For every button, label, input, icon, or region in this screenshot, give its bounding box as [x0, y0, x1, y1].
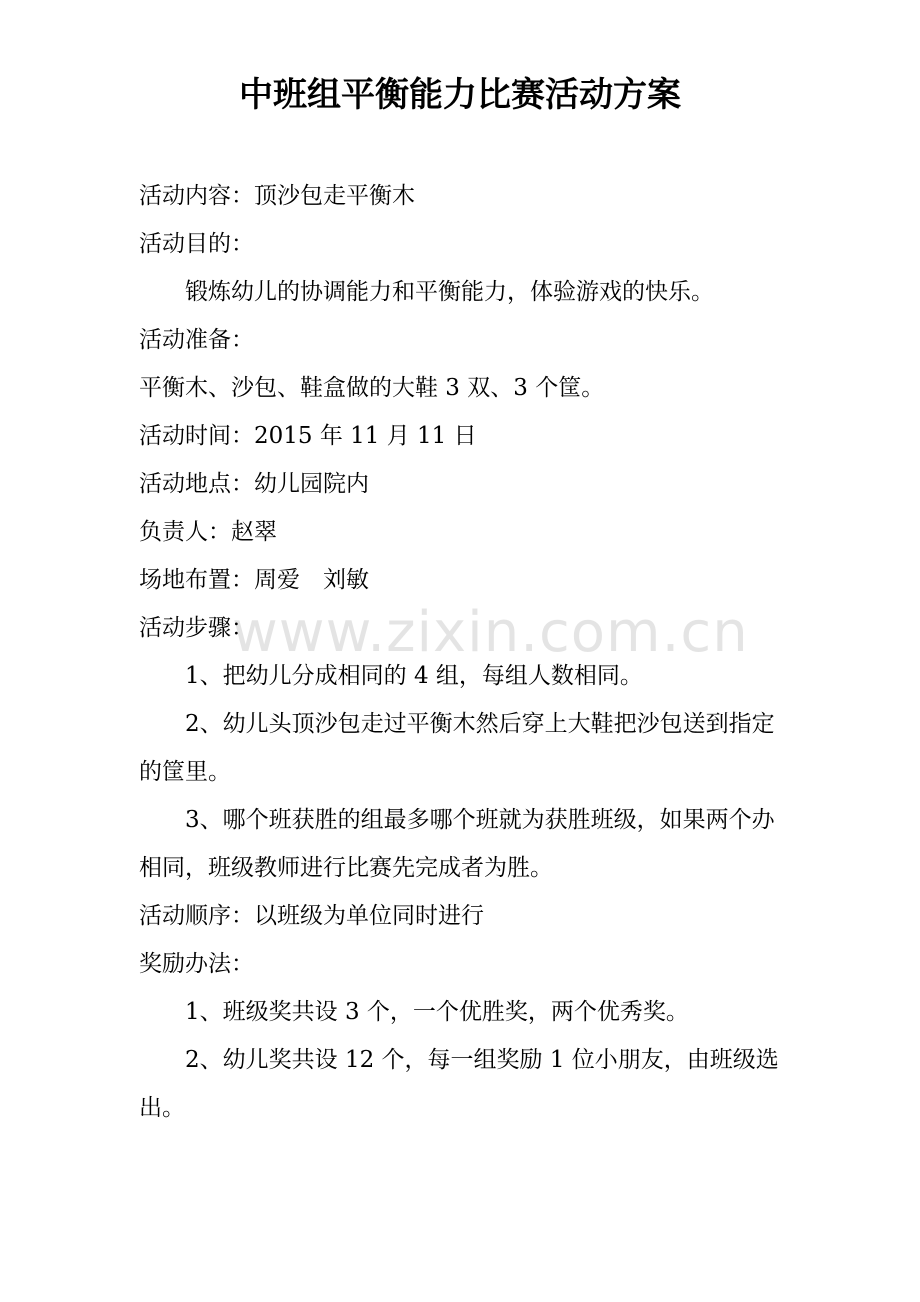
- paragraph-step-2: 2、幼儿头顶沙包走过平衡木然后穿上大鞋把沙包送到指定的筐里。: [139, 711, 775, 785]
- paragraph-award-1: 1、班级奖共设 3 个，一个优胜奖，两个优秀奖。: [185, 999, 689, 1025]
- paragraph-step-3: 3、哪个班获胜的组最多哪个班就为获胜班级，如果两个办相同，班级教师进行比赛先完成者为胜。: [139, 807, 775, 881]
- watermark: www.zixin.com.cn: [232, 600, 749, 665]
- document-body: [139, 172, 785, 1132]
- page-title: 中班组平衡能力比赛活动方案: [239, 75, 681, 115]
- paragraph-content: 活动内容：顶沙包走平衡木: [139, 183, 415, 209]
- paragraph-goal: 锻炼幼儿的协调能力和平衡能力，体验游戏的快乐。: [185, 279, 714, 305]
- paragraph-location: 活动地点：幼儿园院内: [139, 471, 369, 497]
- paragraph-steps-heading: 活动步骤：: [139, 615, 254, 641]
- paragraph-prep: 平衡木、沙包、鞋盒做的大鞋 3 双、3 个筐。: [139, 375, 605, 401]
- paragraph-time: 活动时间：2015 年 11 月 11 日: [139, 423, 477, 449]
- paragraph-goal-heading: 活动目的：: [139, 231, 254, 257]
- paragraph-venue-setup: 场地布置：周爱 刘敏: [139, 567, 369, 593]
- paragraph-award-heading: 奖励办法：: [139, 951, 254, 977]
- paragraph-award-2: 2、幼儿奖共设 12 个，每一组奖励 1 位小朋友，由班级选出。: [139, 1047, 779, 1121]
- paragraph-prep-heading: 活动准备：: [139, 327, 254, 353]
- paragraph-order: 活动顺序：以班级为单位同时进行: [139, 903, 484, 929]
- paragraph-step-1: 1、把幼儿分成相同的 4 组，每组人数相同。: [185, 663, 643, 689]
- paragraph-owner: 负责人：赵翠: [139, 519, 277, 545]
